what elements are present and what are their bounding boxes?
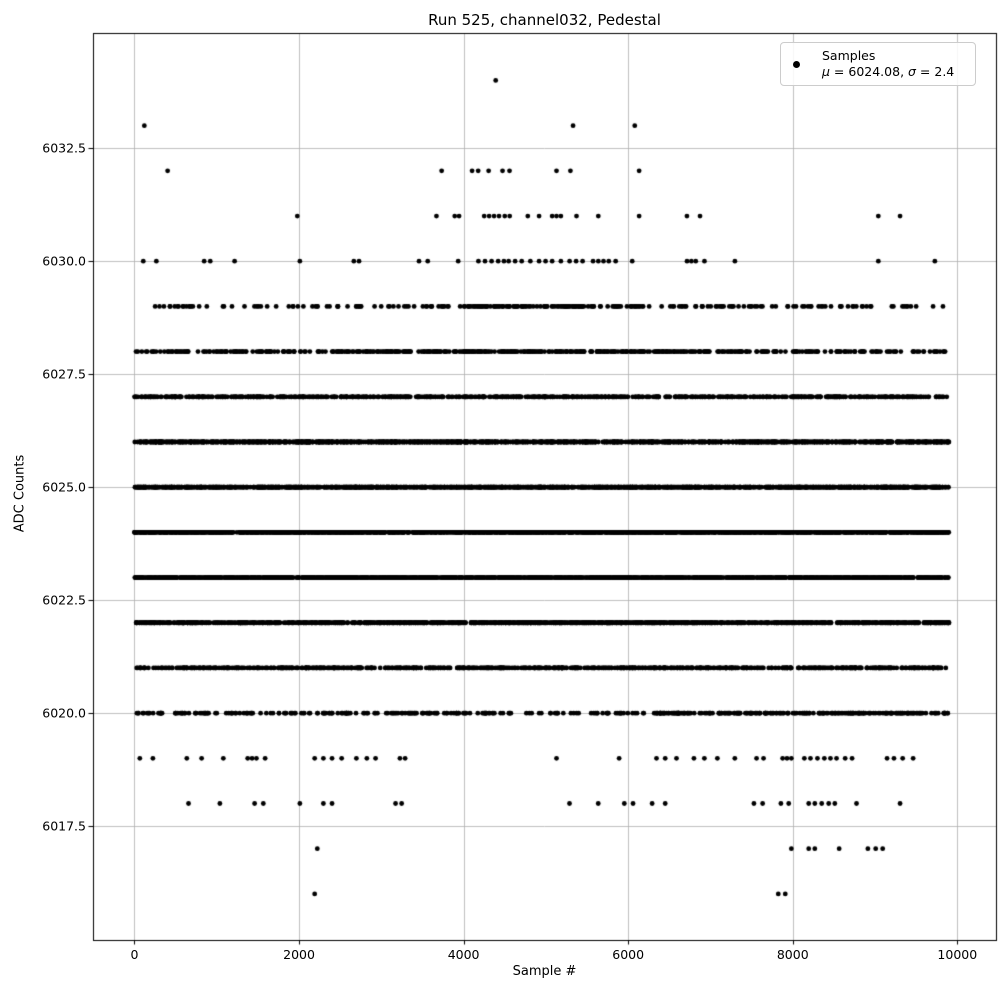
legend <box>780 42 976 86</box>
legend-text <box>822 48 954 81</box>
x-tick-label: 6000 <box>612 947 645 962</box>
x-tick-label: 10000 <box>937 947 978 962</box>
chart-title: Run 525, channel032, Pedestal <box>428 11 661 29</box>
y-tick-label: 6022.5 <box>42 592 86 608</box>
legend-samples-label: Samples <box>822 47 876 63</box>
y-axis-label: ADC Counts <box>12 454 28 533</box>
y-tick-label: 6030.0 <box>42 253 86 269</box>
y-tick-label: 6017.5 <box>42 818 86 834</box>
x-tick-label: 2000 <box>283 947 315 962</box>
x-axis-label: Sample # <box>512 964 577 979</box>
x-tick-label: 0 <box>130 947 139 962</box>
x-tick-label: 4000 <box>447 947 480 962</box>
x-tick-label: 8000 <box>776 947 809 962</box>
y-tick-label: 6032.5 <box>42 140 86 156</box>
samples-marker-icon <box>793 61 800 68</box>
y-tick-label: 6027.5 <box>42 366 86 382</box>
y-tick-label: 6020.0 <box>42 705 86 721</box>
y-tick-label: 6025.0 <box>42 479 86 495</box>
legend-stats-label: μ = 6024.08, σ = 2.4 <box>822 64 955 79</box>
